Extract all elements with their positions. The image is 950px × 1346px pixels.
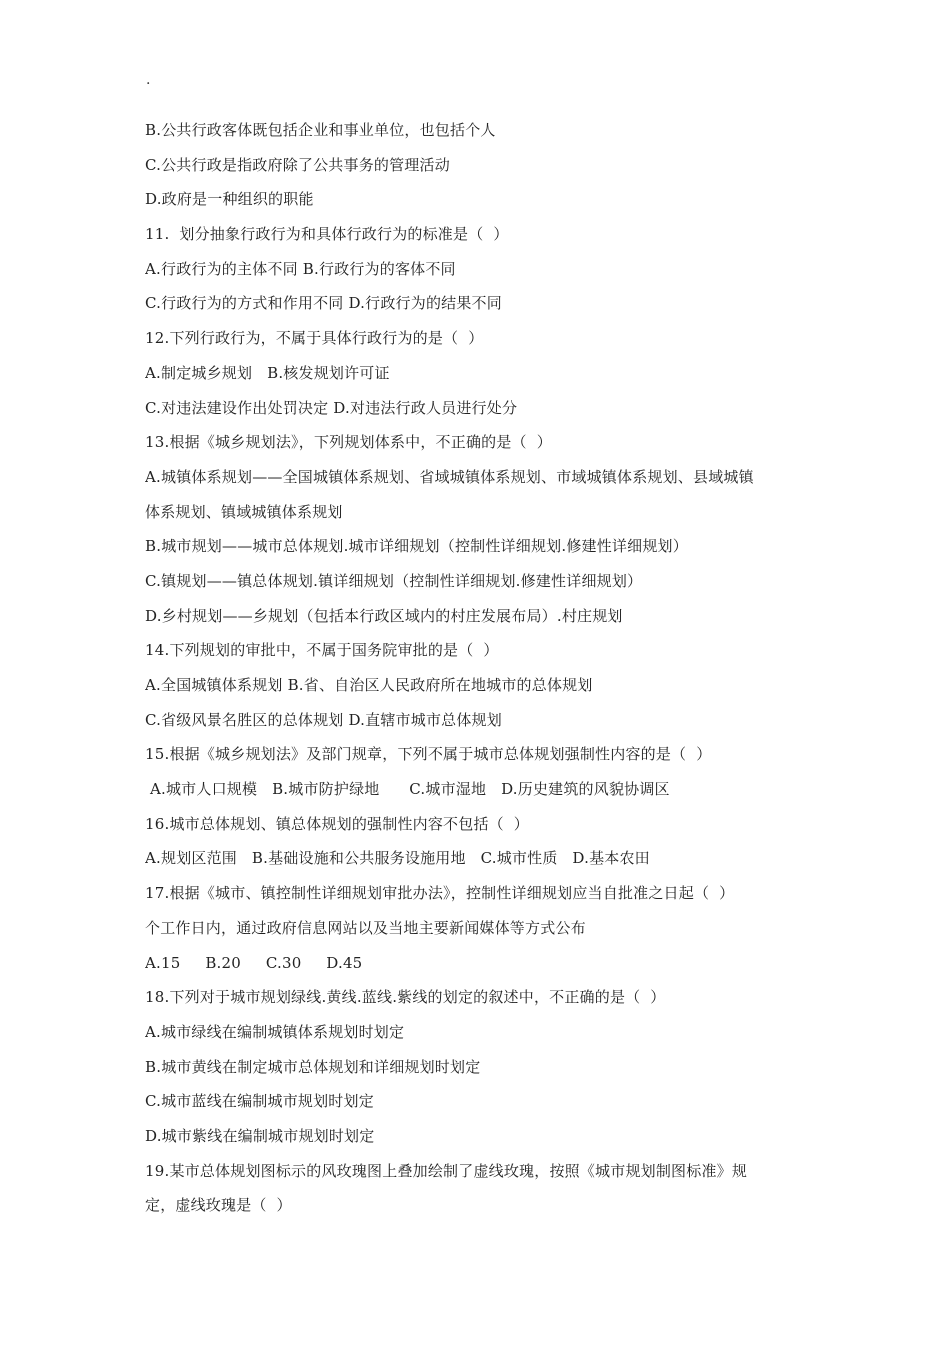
text-line: 个工作日内，通过政府信息网站以及当地主要新闻媒体等方式公布 bbox=[145, 918, 586, 937]
text-line: A.城镇体系规划——全国城镇体系规划、省域城镇体系规划、市域城镇体系规划、县域城镇 bbox=[145, 467, 754, 486]
text-line: B.公共行政客体既包括企业和事业单位，也包括个人 bbox=[145, 121, 496, 139]
text-line: 14.下列规划的审批中，不属于国务院审批的是（ ） bbox=[145, 641, 499, 660]
top-mark: . bbox=[146, 72, 151, 88]
text-line: A.制定城乡规划 B.核发规划许可证 bbox=[145, 363, 390, 382]
text-line: A.全国城镇体系规划 B.省、自治区人民政府所在地城市的总体规划 bbox=[145, 676, 593, 694]
text-line: 13.根据《城乡规划法》，下列规划体系中，不正确的是（ ） bbox=[145, 433, 552, 452]
text-line: A.15 B.20 C.30 D.45 bbox=[145, 953, 363, 972]
text-line: 19.某市总体规划图标示的风玫瑰图上叠加绘制了虚线玫瑰，按照《城市规划制图标准》规 bbox=[145, 1161, 748, 1180]
text-line: 体系规划、镇域城镇体系规划 bbox=[145, 502, 343, 521]
text-line: 16.城市总体规划、镇总体规划的强制性内容不包括（ ） bbox=[145, 814, 529, 833]
question-text-block bbox=[145, 113, 815, 1223]
text-line: 定，虚线玫瑰是（ ） bbox=[145, 1196, 292, 1215]
text-line: C.公共行政是指政府除了公共事务的管理活动 bbox=[145, 155, 450, 174]
text-line: 12.下列行政行为，不属于具体行政行为的是（ ） bbox=[145, 329, 484, 348]
text-line: D.政府是一种组织的职能 bbox=[145, 190, 314, 209]
text-line: B.城市规划——城市总体规划.城市详细规划（控制性详细规划.修建性详细规划） bbox=[145, 537, 688, 556]
text-line: C.镇规划——镇总体规划.镇详细规划（控制性详细规划.修建性详细规划） bbox=[145, 571, 643, 590]
text-line: C.城市蓝线在编制城市规划时划定 bbox=[145, 1092, 374, 1111]
text-line: C.对违法建设作出处罚决定 D.对违法行政人员进行处分 bbox=[145, 398, 518, 417]
text-line: A.城市绿线在编制城镇体系规划时划定 bbox=[145, 1022, 405, 1041]
text-line: 18.下列对于城市规划绿线.黄线.蓝线.紫线的划定的叙述中，不正确的是（ ） bbox=[145, 988, 666, 1007]
text-line: 15.根据《城乡规划法》及部门规章，下列不属于城市总体规划强制性内容的是（ ） bbox=[145, 745, 712, 764]
text-line: A.城市人口规模 B.城市防护绿地 C.城市湿地 D.历史建筑的风貌协调区 bbox=[145, 780, 670, 799]
text-line: A.行政行为的主体不同 B.行政行为的客体不同 bbox=[145, 259, 456, 278]
text-line: D.城市紫线在编制城市规划时划定 bbox=[145, 1126, 375, 1145]
text-line: B.城市黄线在制定城市总体规划和详细规划时划定 bbox=[145, 1057, 481, 1076]
text-line: D.乡村规划——乡规划（包括本行政区域内的村庄发展布局）.村庄规划 bbox=[145, 606, 623, 625]
text-line: 11. 划分抽象行政行为和具体行政行为的标准是（ ） bbox=[145, 225, 509, 244]
text-line: C.行政行为的方式和作用不同 D.行政行为的结果不同 bbox=[145, 294, 502, 313]
text-line: 17.根据《城市、镇控制性详细规划审批办法》，控制性详细规划应当自批准之日起（ ） bbox=[145, 884, 735, 903]
text-line: A.规划区范围 B.基础设施和公共服务设施用地 C.城市性质 D.基本农田 bbox=[145, 849, 650, 868]
text-line: C.省级风景名胜区的总体规划 D.直辖市城市总体规划 bbox=[145, 710, 502, 729]
